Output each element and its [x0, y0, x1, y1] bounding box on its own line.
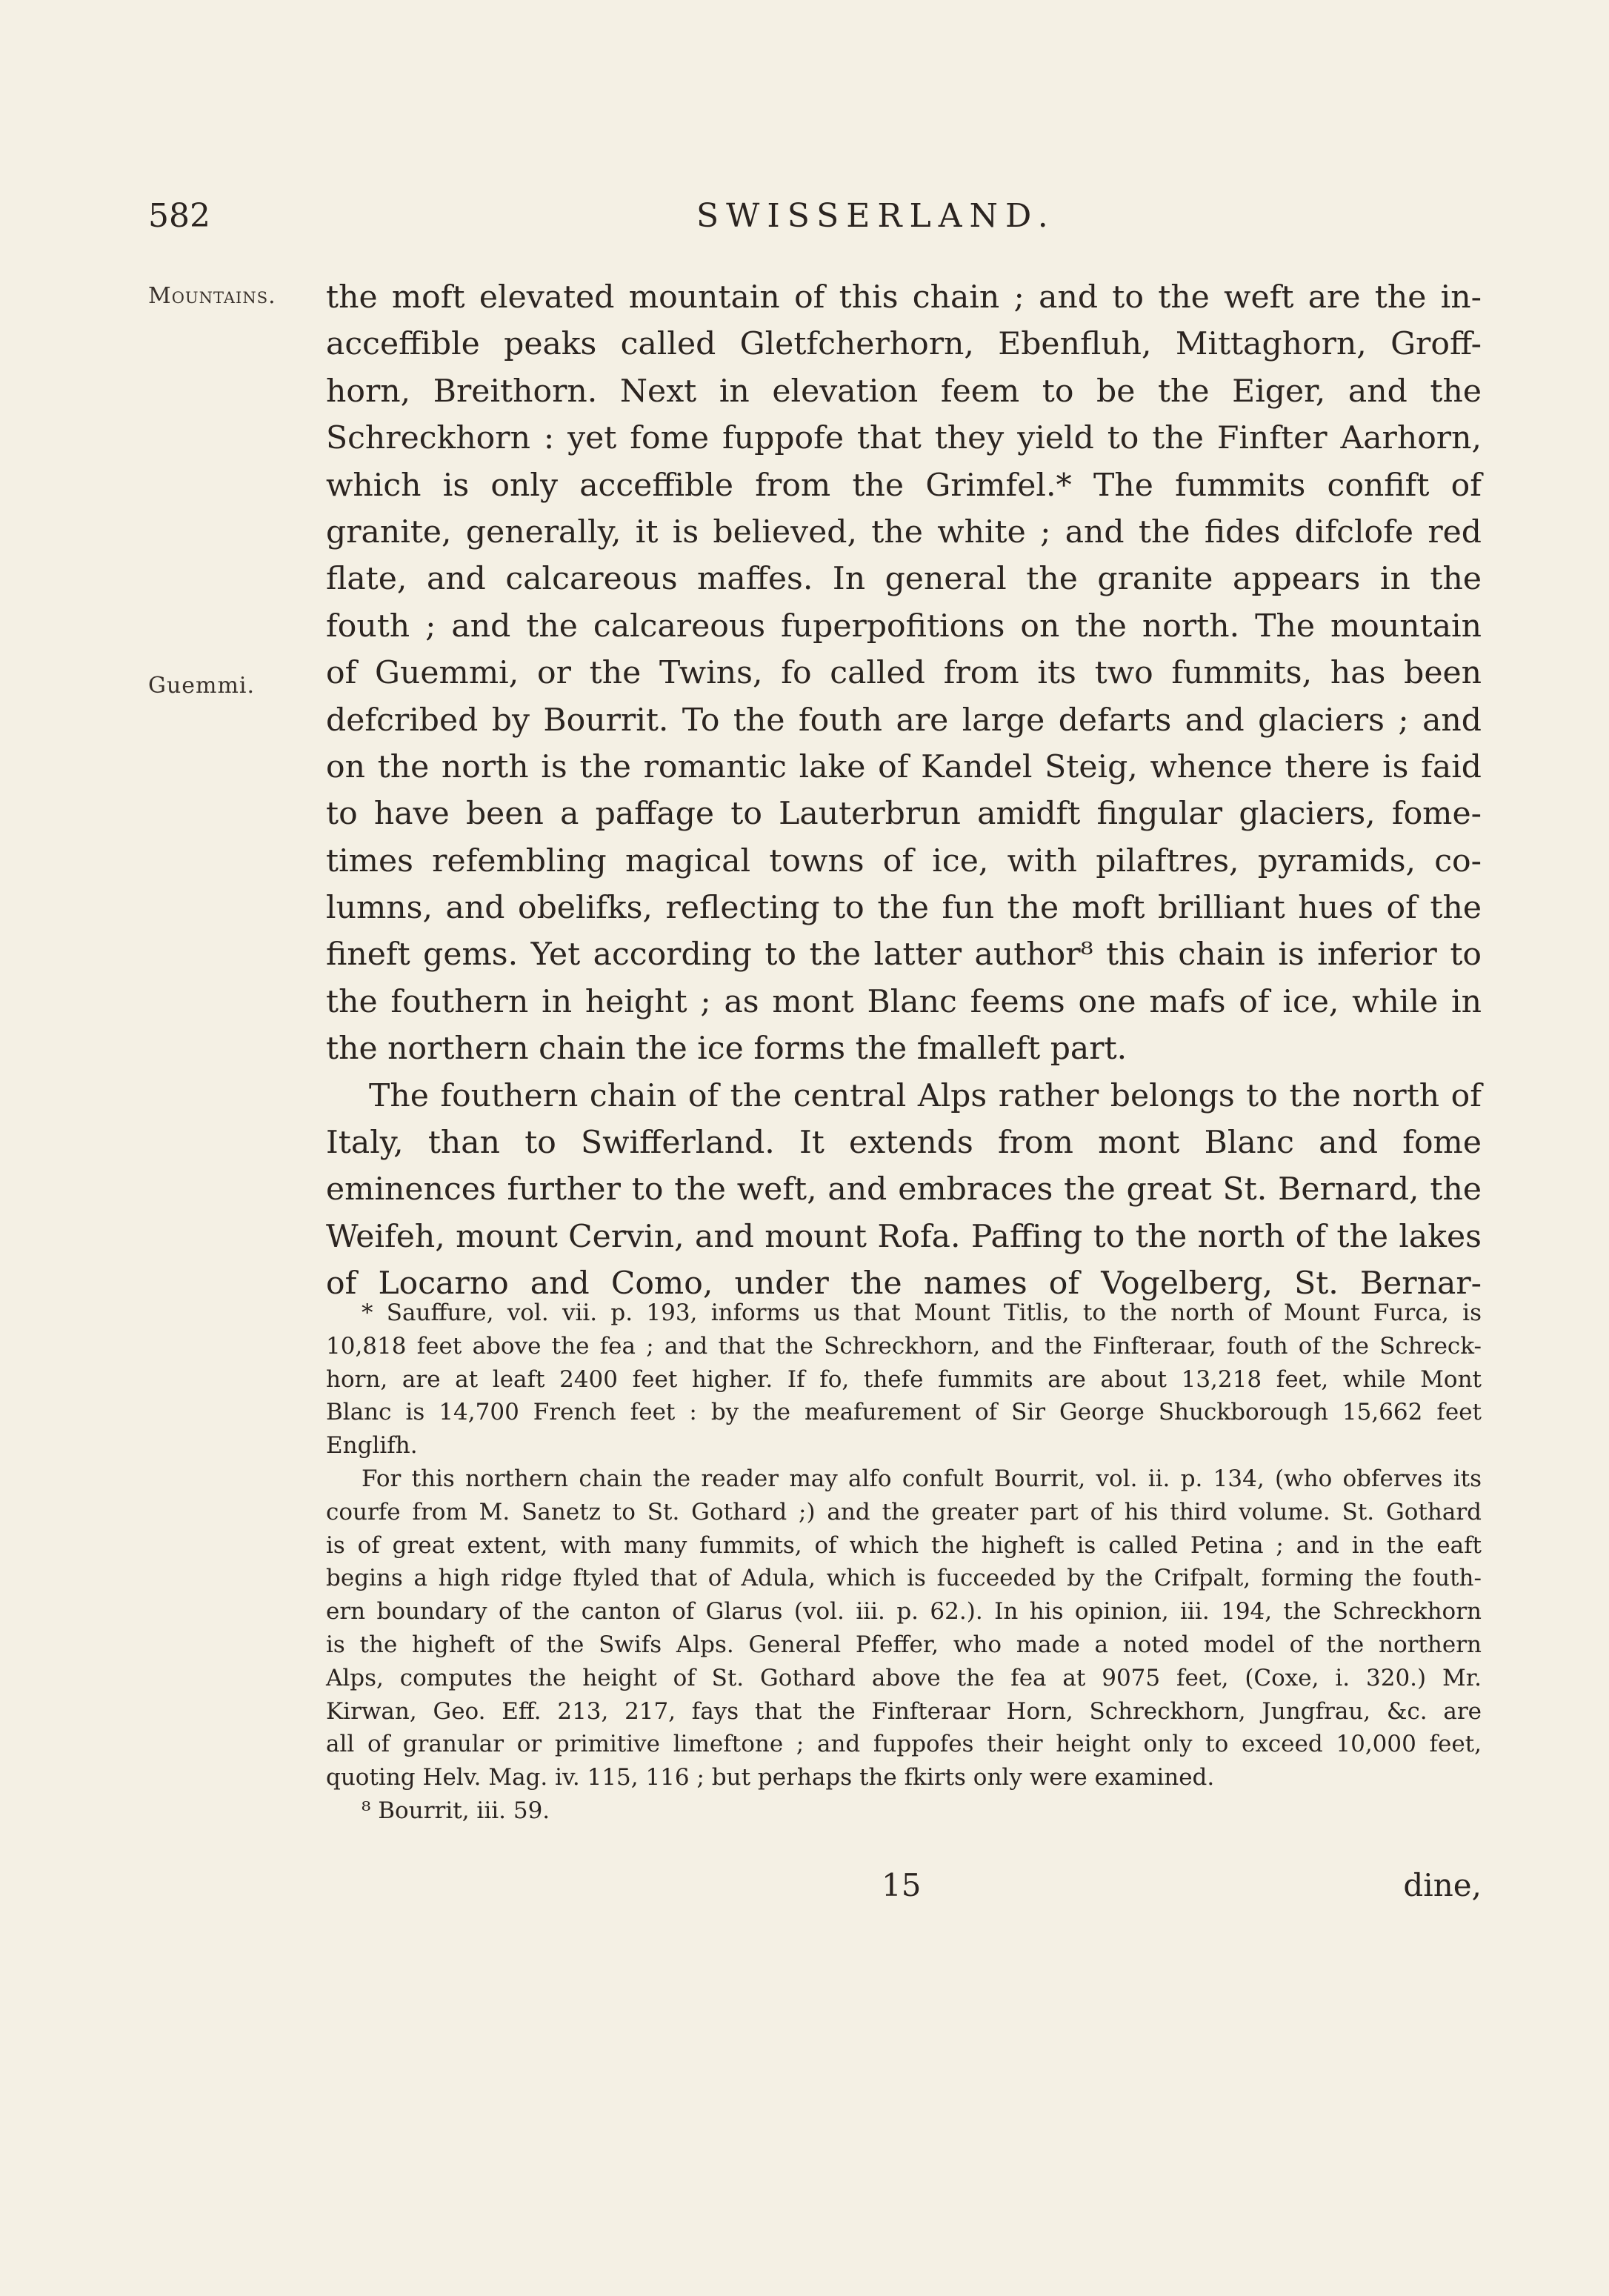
body-line: of Locarno and Como, under the names of Vogelberg, St. Bernar-: [326, 1265, 1482, 1302]
margin-note-mountains: Mountains.: [148, 283, 276, 309]
signature-mark: 15: [882, 1867, 922, 1903]
footnote-line: ⁸ Bourrit, iii. 59.: [362, 1797, 550, 1824]
footnotes: [326, 1297, 1482, 1828]
footnote-line: Englifh.: [326, 1432, 418, 1460]
body-line: acceffible peaks called Gletfcherhorn, Ebenfluh, Mittaghorn, Groff-: [326, 326, 1482, 363]
body-line: defcribed by Bourrit. To the fouth are large defarts and glaciers ; and: [326, 702, 1482, 739]
catchword: dine,: [1403, 1867, 1482, 1903]
body-line: fineft gems. Yet according to the latter author⁸ this chain is inferior to: [326, 936, 1482, 974]
body-line: Italy, than to Swifferland. It extends from mont Blanc and fome: [326, 1125, 1482, 1162]
body-line: fouth ; and the calcareous fuperpofitions on the north. The mountain: [326, 608, 1482, 645]
body-line: granite, generally, it is believed, the white ; and the fides difclofe red: [326, 513, 1482, 550]
body-line: which is only acceffible from the Grimfel.* The fummits confift of: [326, 467, 1482, 504]
body-line: Weifeh, mount Cervin, and mount Rofa. Paffing to the north of the lakes: [326, 1218, 1482, 1255]
body-text: [326, 274, 1482, 1308]
footnote-line: begins a high ridge ftyled that of Adula, which is fucceeded by the Crifpalt, forming the fouth-: [326, 1565, 1482, 1592]
body-line: the moft elevated mountain of this chain ; and to the weft are the in-: [326, 279, 1482, 316]
footnote-line: For this northern chain the reader may alfo confult Bourrit, vol. ii. p. 134, (who obferves its: [362, 1465, 1482, 1492]
footnote-line: * Sauffure, vol. vii. p. 193, informs us that Mount Titlis, to the north of Mount Furca, is: [362, 1300, 1482, 1326]
body-line: horn, Breithorn. Next in elevation feem to be the Eiger, and the: [326, 373, 1482, 410]
body-line: The fouthern chain of the central Alps rather belongs to the north of: [369, 1077, 1482, 1114]
body-line: of Guemmi, or the Twins, fo called from its two fummits, has been: [326, 655, 1482, 692]
body-line: lumns, and obelifks, reflecting to the fun the moft brilliant hues of the: [326, 890, 1482, 927]
body-line: on the north is the romantic lake of Kandel Steig, whence there is faid: [326, 748, 1482, 785]
footnote-line: is of great extent, with many fummits, of which the higheft is called Petina ; and in the eaft: [326, 1531, 1482, 1559]
footnote-line: quoting Helv. Mag. iv. 115, 116 ; but perhaps the fkirts only were examined.: [326, 1764, 1215, 1791]
body-line: the fouthern in height ; as mont Blanc feems one mafs of ice, while in: [326, 983, 1482, 1020]
body-line: times refembling magical towns of ice, with pilaftres, pyramids, co-: [326, 842, 1482, 879]
footnote-line: ern boundary of the canton of Glarus (vol. iii. p. 62.). In his opinion, iii. 194, the Schreckhorn: [326, 1598, 1482, 1625]
body-line: Schreckhorn : yet fome fuppofe that they yield to the Finfter Aarhorn,: [326, 420, 1482, 457]
footnote-line: Blanc is 14,700 French feet : by the meafurement of Sir George Shuckborough 15,662 feet: [326, 1399, 1482, 1426]
body-line: to have been a paffage to Lauterbrun amidft fingular glaciers, fome-: [326, 796, 1482, 833]
page-footer: [326, 1867, 1482, 1919]
footnote-line: Alps, computes the height of St. Gothard above the fea at 9075 feet, (Coxe, i. 320.) Mr.: [326, 1664, 1482, 1691]
running-head: [0, 194, 1609, 246]
body-line: eminences further to the weft, and embraces the great St. Bernard, the: [326, 1171, 1482, 1208]
body-line: the northern chain the ice forms the fmalleft part.: [326, 1031, 1127, 1068]
footnote-line: Kirwan, Geo. Eff. 213, 217, fays that the Finfteraar Horn, Schreckhorn, Jungfrau, &c. are: [326, 1697, 1482, 1725]
page-number: 582: [148, 197, 210, 235]
body-line: flate, and calcareous maffes. In general the granite appears in the: [326, 561, 1482, 598]
footnote-line: courfe from M. Sanetz to St. Gothard ;) and the greater part of his third volume. St. Gothard: [326, 1498, 1482, 1525]
margin-note-guemmi: Guemmi.: [148, 673, 256, 699]
footnote-line: horn, are at leaft 2400 feet higher. If fo, thefe fummits are about 13,218 feet, while Mont: [326, 1365, 1482, 1393]
footnote-line: 10,818 feet above the fea ; and that the Schreckhorn, and the Finfteraar, fouth of the Schreck-: [326, 1332, 1482, 1360]
footnote-line: is the higheft of the Swifs Alps. General Pfeffer, who made a noted model of the northern: [326, 1631, 1482, 1658]
running-title: SWISSERLAND.: [696, 197, 1056, 235]
footnote-line: all of granular or primitive limeftone ; and fuppofes their height only to exceed 10,000 feet,: [326, 1731, 1482, 1758]
